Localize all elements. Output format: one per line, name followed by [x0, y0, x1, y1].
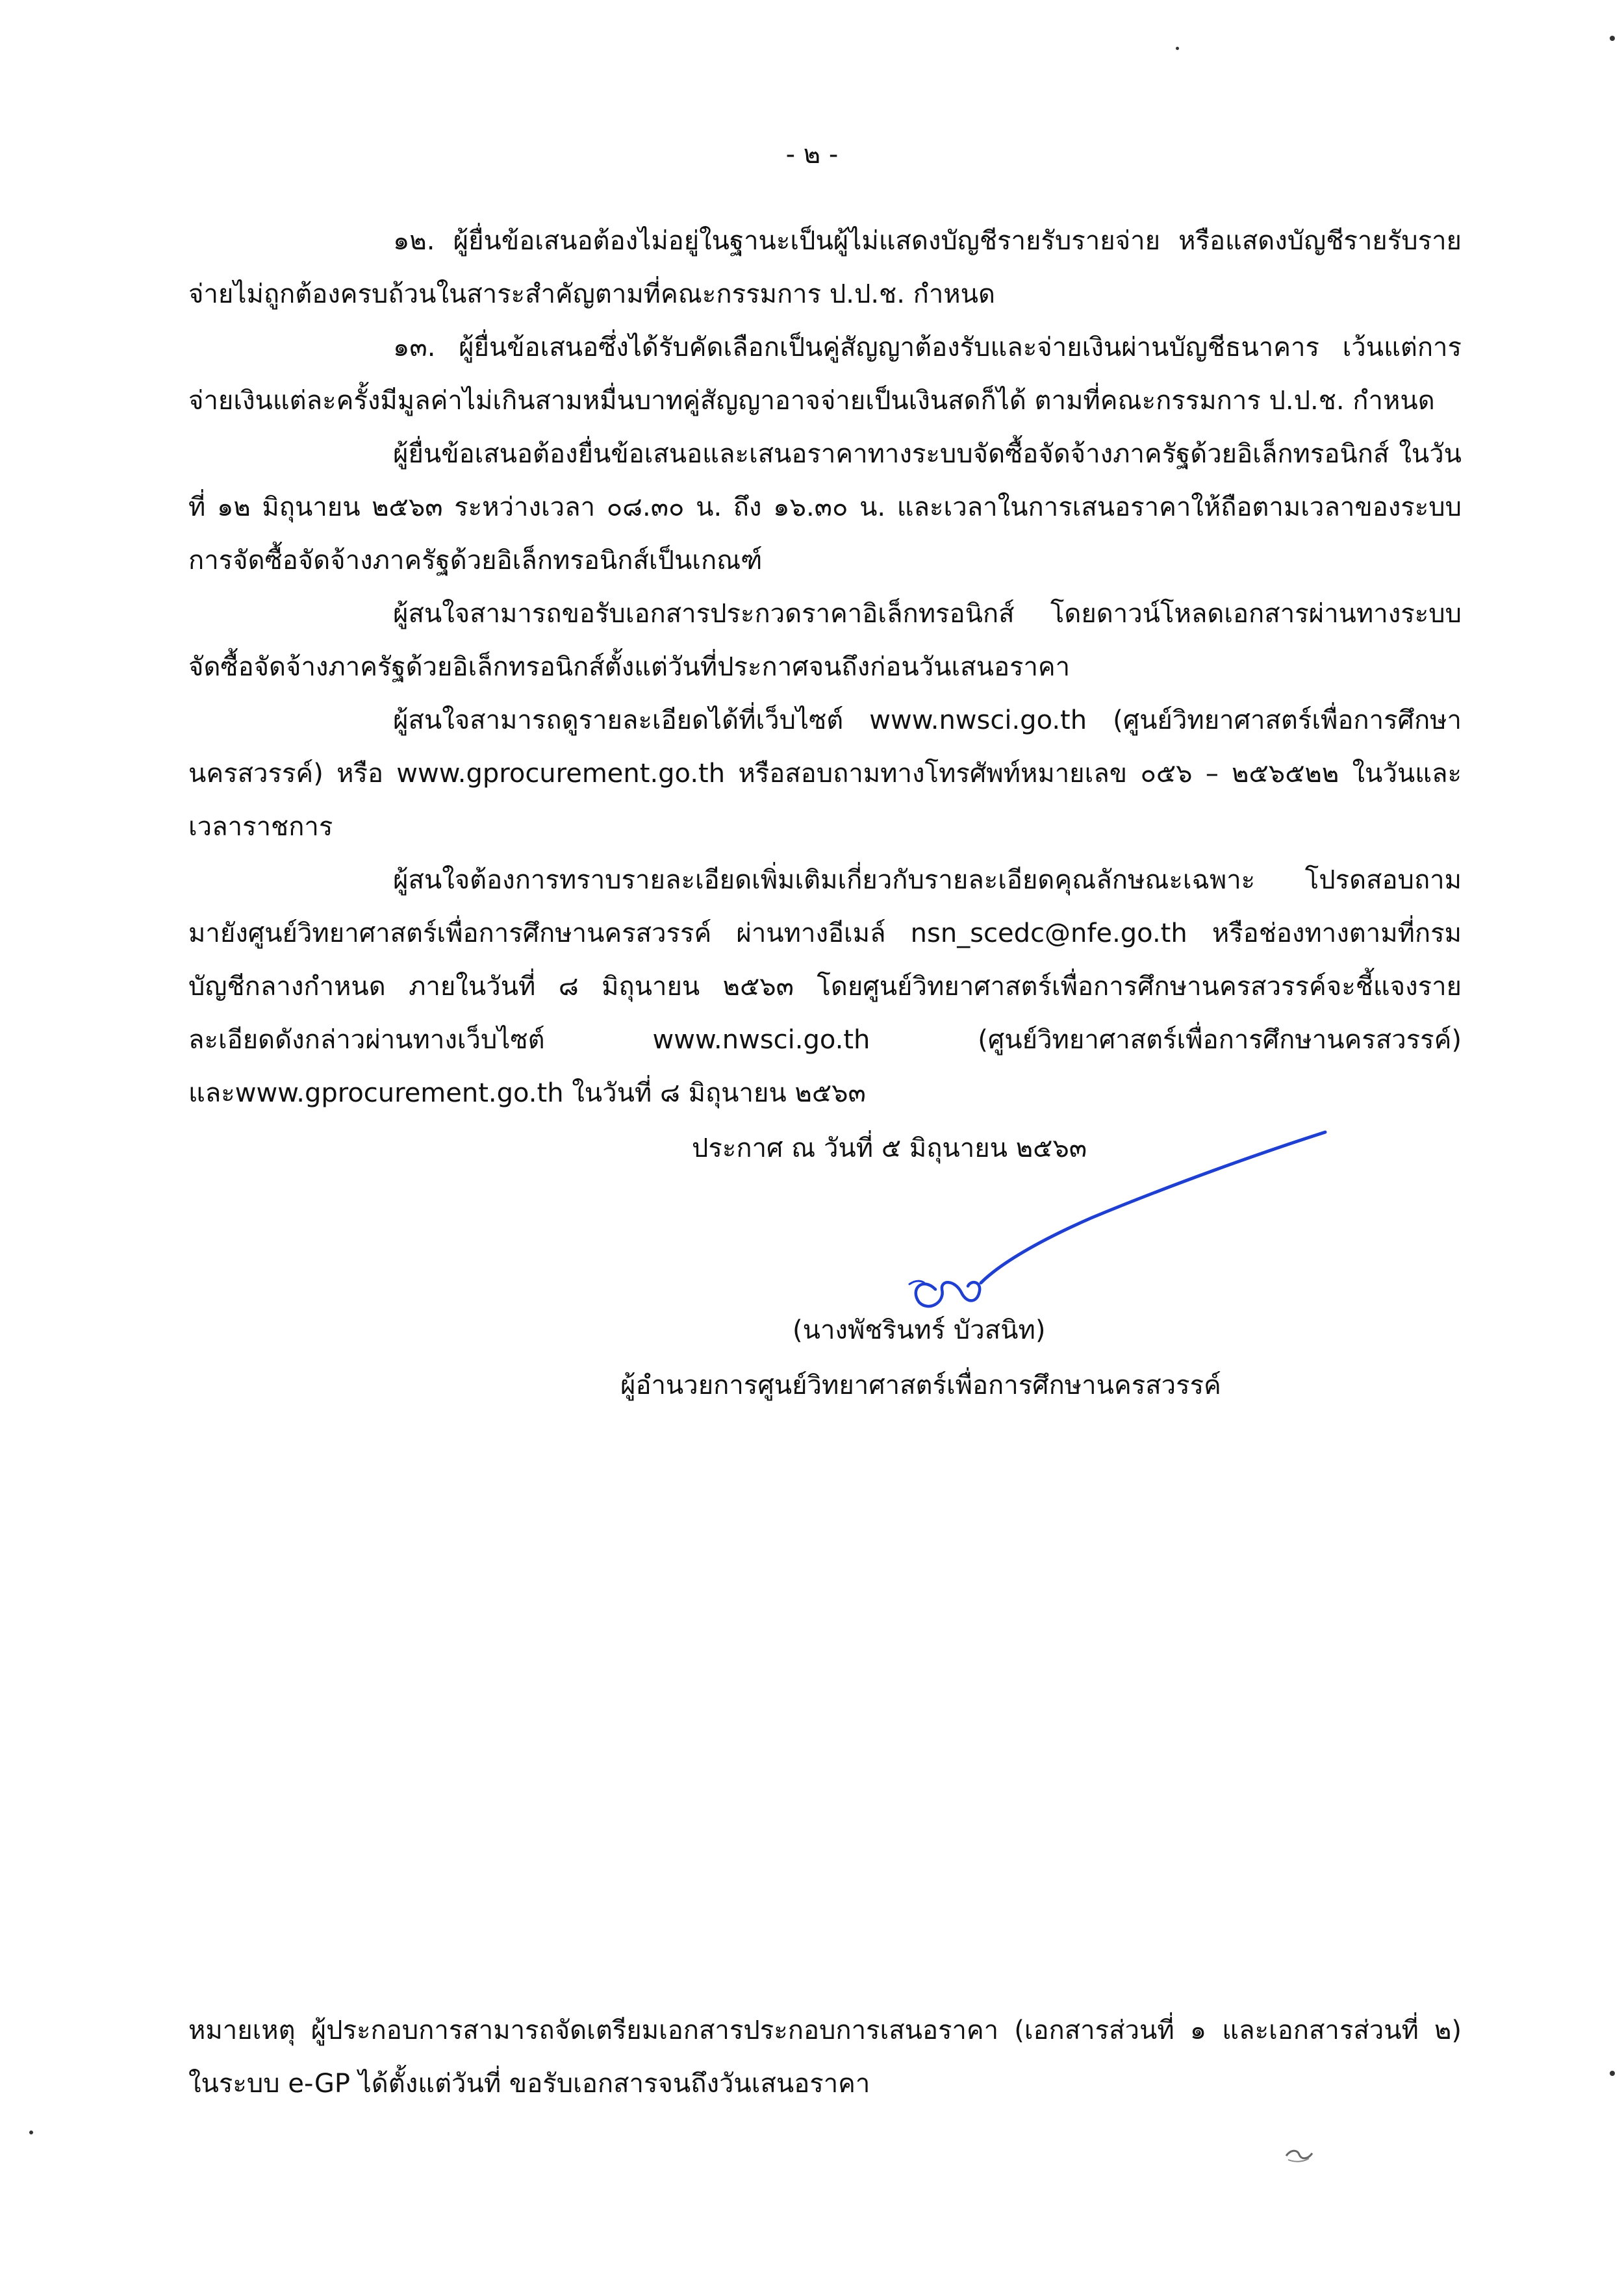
scan-mark-icon	[1283, 2147, 1315, 2164]
scan-speck	[1610, 2071, 1615, 2076]
remark-note: หมายเหตุ ผู้ประกอบการสามารถจัดเตรียมเอกสารประกอบการเสนอราคา (เอกสารส่วนที่ ๑ และเอกสารส่วนที่ ๒) ในระบบ e-GP ได้ตั้งแต่วันที่ ขอรับเอกสารจนถึงวันเสนอราคา	[188, 2016, 1462, 2099]
document-body	[188, 214, 1462, 1120]
paragraph-contact-info: ผู้สนใจสามารถดูรายละเอียดได้ที่เว็บไซต์ www.nwsci.go.th (ศูนย์วิทยาศาสตร์เพื่อการศึกษานครสวรรค์) หรือ www.gprocurement.go.th หรือสอบถามทางโทรศัพท์หมายเลข ๐๕๖ – ๒๕๖๕๒๒ ในวันและเวลาราชการ	[188, 705, 1462, 842]
scan-speck	[1176, 47, 1179, 50]
signer-name: (นางพัชรินทร์ บัวสนิท)	[793, 1315, 1046, 1345]
announcement-date: ประกาศ ณ วันที่ ๕ มิถุนายน ๒๕๖๓	[692, 1133, 1087, 1163]
paragraph-item-13: ๑๓. ผู้ยื่นข้อเสนอซึ่งได้รับคัดเลือกเป็นคู่สัญญาต้องรับและจ่ายเงินผ่านบัญชีธนาคาร เว้นแต่การจ่ายเงินแต่ละครั้งมีมูลค่าไม่เกินสามหมื่นบาทคู่สัญญาอาจจ่ายเป็นเงินสดก็ได้ ตามที่คณะกรรมการ ป.ป.ช. กำหนด	[188, 333, 1462, 416]
page-number: - ๒ -	[785, 140, 839, 170]
signer-title: ผู้อำนวยการศูนย์วิทยาศาสตร์เพื่อการศึกษานครสวรรค์	[620, 1371, 1221, 1400]
paragraph-document-download: ผู้สนใจสามารถขอรับเอกสารประกวดราคาอิเล็กทรอนิกส์ โดยดาวน์โหลดเอกสารผ่านทางระบบจัดซื้อจัดจ้างภาครัฐด้วยอิเล็กทรอนิกส์ตั้งแต่วันที่ประกาศจนถึงก่อนวันเสนอราคา	[188, 599, 1462, 682]
scan-speck	[1610, 36, 1615, 41]
paragraph-item-12: ๑๒. ผู้ยื่นข้อเสนอต้องไม่อยู่ในฐานะเป็นผู้ไม่แสดงบัญชีรายรับรายจ่าย หรือแสดงบัญชีรายรับรายจ่ายไม่ถูกต้องครบถ้วนในสาระสำคัญตามที่คณะกรรมการ ป.ป.ช. กำหนด	[188, 226, 1462, 309]
paragraph-inquiry: ผู้สนใจต้องการทราบรายละเอียดเพิ่มเติมเกี่ยวกับรายละเอียดคุณลักษณะเฉพาะ โปรดสอบถามมายังศูนย์วิทยาศาสตร์เพื่อการศึกษานครสวรรค์ ผ่านทางอีเมล์ nsn_scedc@nfe.go.th หรือช่องทางตามที่กรมบัญชีกลางกำหนด ภายในวันที่ ๘ มิถุนายน ๒๕๖๓ โดยศูนย์วิทยาศาสตร์เพื่อการศึกษานครสวรรค์จะชี้แจงรายละเอียดดังกล่าวผ่านทางเว็บไซต์ www.nwsci.go.th (ศูนย์วิทยาศาสตร์เพื่อการศึกษานครสวรรค์) และwww.gprocurement.go.th ในวันที่ ๘ มิถุนายน ๒๕๖๓	[188, 865, 1462, 1108]
scan-speck	[29, 2131, 33, 2134]
paragraph-bid-submission: ผู้ยื่นข้อเสนอต้องยื่นข้อเสนอและเสนอราคาทางระบบจัดซื้อจัดจ้างภาครัฐด้วยอิเล็กทรอนิกส์ ในวันที่ ๑๒ มิถุนายน ๒๕๖๓ ระหว่างเวลา ๐๘.๓๐ น. ถึง ๑๖.๓๐ น. และเวลาในการเสนอราคาให้ถือตามเวลาของระบบการจัดซื้อจัดจ้างภาครัฐด้วยอิเล็กทรอนิกส์เป็นเกณฑ์	[188, 439, 1462, 575]
handwritten-signature	[896, 1114, 1338, 1322]
